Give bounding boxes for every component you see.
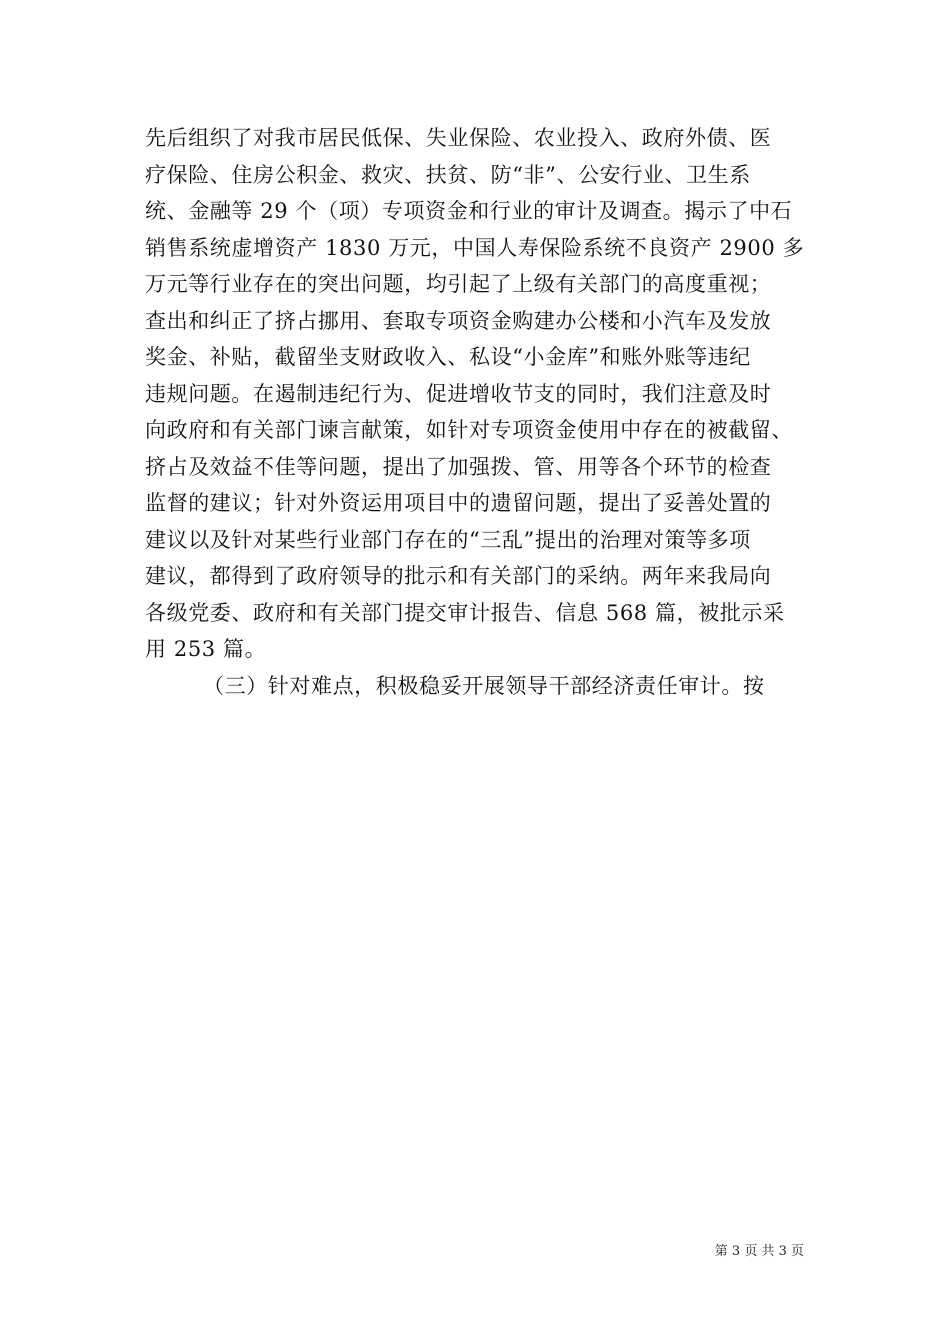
- text-line: 建议以及针对某些行业部门存在的“三乱”提出的治理对策等多项: [145, 527, 751, 552]
- text-line: 统、金融等 29 个（项）专项资金和行业的审计及调查。揭示了中石: [145, 199, 793, 223]
- text-line: 监督的建议；针对外资运用项目中的遗留问题，提出了妥善处置的: [145, 491, 772, 515]
- page-number-footer: 第 3 页 共 3 页: [714, 1244, 804, 1259]
- text-line: 奖金、补贴，截留坐支财政收入、私设“小金库”和账外账等违纪: [145, 345, 751, 369]
- body-text: [145, 120, 815, 704]
- text-line: 向政府和有关部门谏言献策，如针对专项资金使用中存在的被截留、: [145, 418, 793, 442]
- text-line: 先后组织了对我市居民低保、失业保险、农业投入、政府外债、医: [145, 126, 772, 150]
- text-line: 建议，都得到了政府领导的批示和有关部门的采纳。两年来我局向: [145, 564, 772, 588]
- section-heading-line: （三）针对难点，积极稳妥开展领导干部经济责任审计。按: [203, 673, 765, 698]
- text-line: 用 253 篇。: [145, 637, 267, 661]
- text-line: 各级党委、政府和有关部门提交审计报告、信息 568 篇，被批示采: [145, 600, 785, 625]
- text-line: 查出和纠正了挤占挪用、套取专项资金购建办公楼和小汽车及发放: [145, 308, 772, 333]
- text-line: 挤占及效益不佳等问题，提出了加强拨、管、用等各个环节的检查: [145, 454, 772, 479]
- text-line: 销售系统虚增资产 1830 万元，中国人寿保险系统不良资产 2900 多: [145, 235, 805, 260]
- text-line: 万元等行业存在的突出问题，均引起了上级有关部门的高度重视；: [145, 272, 772, 296]
- text-line: 疗保险、住房公积金、救灾、扶贫、防“非”、公安行业、卫生系: [145, 162, 751, 187]
- text-line: 违规问题。在遏制违纪行为、促进增收节支的同时，我们注意及时: [145, 381, 772, 406]
